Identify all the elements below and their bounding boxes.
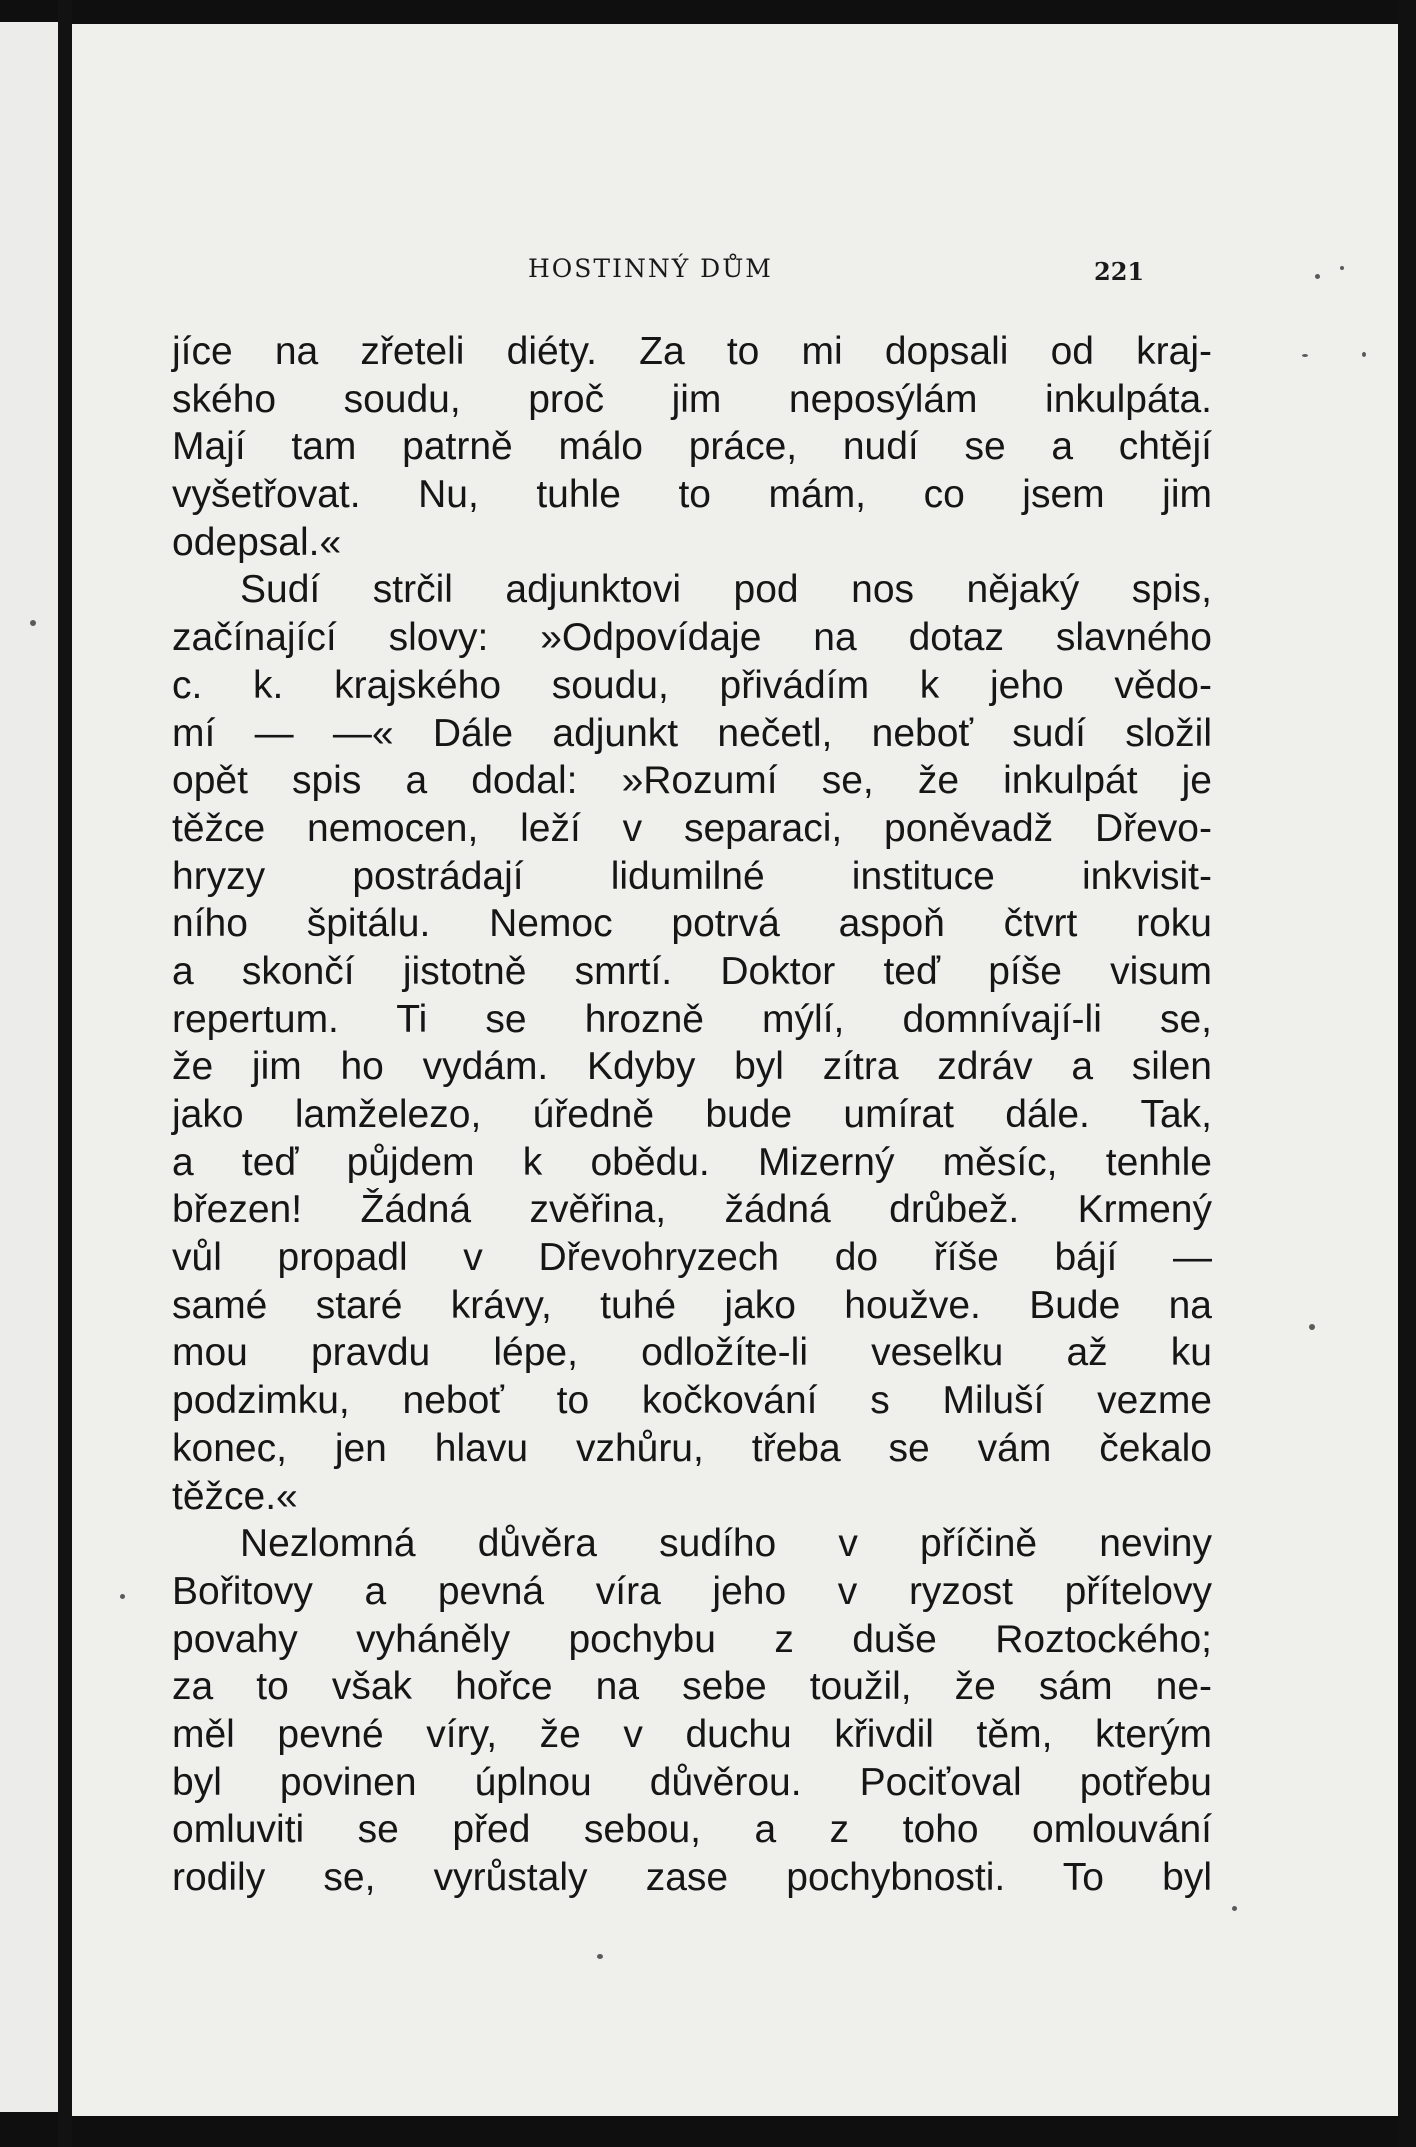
dust-speck — [1362, 352, 1366, 357]
text-line: omluviti se před sebou, a z toho omlouvání — [172, 1808, 1212, 1852]
text-line: c. k. krajského soudu, přivádím k jeho vědo- — [172, 663, 1212, 707]
previous-page-edge — [0, 22, 58, 2112]
dust-speck — [597, 1954, 603, 1959]
book-spine-gap — [58, 0, 72, 2147]
text-line: repertum. Ti se hrozně mýlí, domnívají-li se, — [172, 997, 1212, 1041]
running-head — [72, 254, 1398, 294]
text-line: a skončí jistotně smrtí. Doktor teď píše visum — [172, 949, 1212, 993]
text-line: mí — —« Dále adjunkt nečetl, neboť sudí složil — [172, 711, 1212, 755]
text-line: za to však hořce na sebe toužil, že sám ne- — [172, 1665, 1212, 1709]
dust-speck — [1340, 266, 1344, 270]
text-line: povahy vyháněly pochybu z duše Roztockého; — [172, 1617, 1212, 1661]
text-line: samé staré krávy, tuhé jako houžve. Bude na — [172, 1283, 1212, 1327]
text-line: začínající slovy: »Odpovídaje na dotaz slavného — [172, 616, 1212, 660]
text-line: měl pevné víry, že v duchu křivdil těm, kterým — [172, 1712, 1212, 1756]
text-line: ského soudu, proč jim neposýlám inkulpáta. — [172, 377, 1212, 421]
text-line: rodily se, vyrůstaly zase pochybnosti. To byl — [172, 1856, 1212, 1899]
text-line: těžce.« — [172, 1474, 298, 1518]
page-number: 221 — [1094, 257, 1145, 286]
dust-speck — [120, 1594, 125, 1599]
text-line: hryzy postrádají lidumilné instituce inkvisit- — [172, 854, 1212, 898]
text-line: březen! Žádná zvěřina, žádná drůbež. Krmený — [172, 1188, 1212, 1232]
dust-speck — [1232, 1906, 1237, 1911]
text-line: vůl propadl v Dřevohryzech do říše bájí — — [172, 1236, 1212, 1280]
running-head-title: HOSTINNÝ DŮM — [528, 254, 773, 283]
text-line: byl povinen úplnou důvěrou. Pociťoval potřebu — [172, 1760, 1212, 1804]
text-line: ního špitálu. Nemoc potrvá aspoň čtvrt roku — [172, 902, 1212, 946]
text-line: Bořitovy a pevná víra jeho v ryzost přítelovy — [172, 1569, 1212, 1613]
dust-speck — [1302, 354, 1308, 357]
book-page — [72, 24, 1398, 2116]
text-line: jíce na zřeteli diéty. Za to mi dopsali od kraj- — [172, 330, 1212, 373]
dust-speck — [1315, 274, 1320, 279]
text-line: opět spis a dodal: »Rozumí se, že inkulpát je — [172, 759, 1212, 803]
text-line: Nezlomná důvěra sudího v příčině neviny — [240, 1522, 1212, 1566]
text-line: těžce nemocen, leží v separaci, poněvadž Dřevo- — [172, 806, 1212, 850]
text-line: odepsal.« — [172, 520, 342, 564]
text-line: konec, jen hlavu vzhůru, třeba se vám čekalo — [172, 1426, 1212, 1470]
text-line: vyšetřovat. Nu, tuhle to mám, co jsem jim — [172, 473, 1212, 517]
text-line: podzimku, neboť to kočkování s Miluší vezme — [172, 1379, 1212, 1423]
text-line: mou pravdu lépe, odložíte-li veselku až ku — [172, 1331, 1212, 1375]
text-line: Mají tam patrně málo práce, nudí se a chtějí — [172, 425, 1212, 469]
text-line: jako lamželezo, úředně bude umírat dále. Tak, — [172, 1093, 1212, 1136]
scan-border — [1398, 0, 1416, 2147]
text-line: že jim ho vydám. Kdyby byl zítra zdráv a silen — [172, 1045, 1212, 1089]
dust-speck — [1309, 1324, 1315, 1330]
dust-speck — [30, 620, 36, 626]
text-line: Sudí strčil adjunktovi pod nos nějaký spis, — [240, 568, 1212, 612]
text-line: a teď půjdem k obědu. Mizerný měsíc, tenhle — [172, 1140, 1212, 1184]
body-text — [172, 328, 1212, 1902]
